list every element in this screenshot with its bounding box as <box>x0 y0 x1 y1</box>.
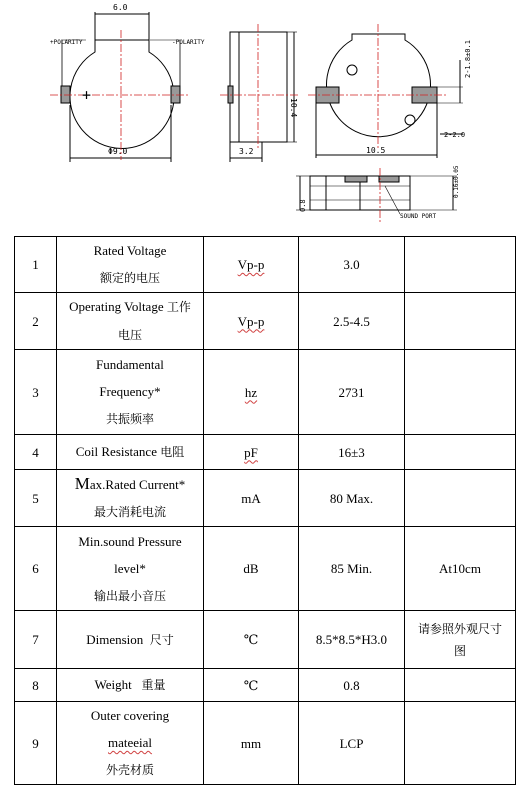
item-cn: 外壳材质 <box>105 763 154 777</box>
item-en: Outer covering <box>90 708 170 723</box>
item-en: Rated Voltage <box>93 243 167 258</box>
item-cell <box>57 237 204 293</box>
item-en: Dimension <box>86 631 144 647</box>
unit: Vp-p <box>237 313 265 329</box>
item-en: Min.sound Pressure <box>78 533 182 549</box>
dim-top-width: 6.0 <box>113 3 128 12</box>
item-cell <box>57 527 204 611</box>
unit: pF <box>244 444 258 460</box>
value-cell: 3.0 <box>299 237 405 293</box>
value-cell: 2731 <box>299 350 405 435</box>
notes-cell <box>405 435 516 470</box>
table-row <box>15 435 516 470</box>
item-en: Weight <box>94 677 132 692</box>
right-pad <box>171 86 180 103</box>
dim-bottom-pad: 0.16±0.05 <box>453 165 460 198</box>
unit-cell <box>204 293 299 350</box>
item-cn-inline: 尺寸 <box>149 632 174 647</box>
table-row <box>15 470 516 527</box>
notes-cell <box>405 470 516 527</box>
table-row <box>15 237 516 293</box>
unit-cell <box>204 237 299 293</box>
unit: Vp-p <box>237 257 265 272</box>
item-en: Coil Resistance <box>75 444 157 459</box>
row-number: 7 <box>15 611 57 669</box>
item-cn: 共振频率 <box>105 412 154 426</box>
dim-bottom-height: 0.8 <box>299 199 307 212</box>
table-row <box>15 669 516 702</box>
dim-pad: 2-2.0 <box>444 131 466 139</box>
table-row <box>15 527 516 611</box>
value-cell: 85 Min. <box>299 527 405 611</box>
item-en-2: level* <box>114 560 146 576</box>
item-cn-inline: 电阻 <box>160 445 185 459</box>
item-cell <box>57 702 204 785</box>
polarity-plus-label: +POLARITY <box>50 39 83 46</box>
table-row <box>15 611 516 669</box>
item-cell <box>57 350 204 435</box>
plus-mark: + <box>82 86 92 104</box>
dim-body-diameter: Φ9.0 <box>108 147 128 156</box>
item-cn-inline: 工作 <box>166 300 191 314</box>
value-cell: 0.8 <box>299 669 405 702</box>
item-en-2: Frequency* <box>99 384 161 399</box>
row-number: 6 <box>15 527 57 611</box>
item-cn: 最大消耗电流 <box>93 505 166 519</box>
left-pad <box>61 86 70 103</box>
unit-cell <box>204 435 299 470</box>
row-number: 4 <box>15 435 57 470</box>
hole-top <box>347 65 357 75</box>
notes-cell <box>405 350 516 435</box>
item-cell <box>57 293 204 350</box>
sound-port-label: SOUND PORT <box>400 213 437 220</box>
item-en: ax.Rated Current* <box>89 477 186 492</box>
value-cell: 16±3 <box>299 435 405 470</box>
unit-cell: dB <box>204 527 299 611</box>
item-cell <box>57 611 204 669</box>
unit-cell: ℃ <box>204 669 299 702</box>
item-cn-inline: 重量 <box>141 678 166 692</box>
value-cell: LCP <box>299 702 405 785</box>
item-cell <box>57 669 204 702</box>
notes-cell <box>405 237 516 293</box>
item-cn: 输出最小音压 <box>93 588 166 603</box>
hole-bottom <box>405 115 415 125</box>
unit-cell: mm <box>204 702 299 785</box>
table-row <box>15 293 516 350</box>
notes-line-2: 图 <box>453 643 466 658</box>
value-cell: 8.5*8.5*H3.0 <box>299 611 405 669</box>
item-cell <box>57 435 204 470</box>
row-number: 5 <box>15 470 57 527</box>
dim-overall-length: 10.5 <box>366 146 386 155</box>
item-cn: 额定的电压 <box>99 271 160 285</box>
unit: hz <box>244 384 258 400</box>
row-number: 9 <box>15 702 57 785</box>
polarity-minus-label: -POLARITY <box>172 39 205 46</box>
notes-cell: At10cm <box>405 527 516 611</box>
value-cell: 2.5-4.5 <box>299 293 405 350</box>
notes-cell <box>405 669 516 702</box>
item-en: Operating Voltage <box>69 299 164 314</box>
value-cell: 80 Max. <box>299 470 405 527</box>
unit-cell: mA <box>204 470 299 527</box>
item-cell <box>57 470 204 527</box>
dim-hole: 2-1.8±0.1 <box>464 40 472 78</box>
dim-side-height: 10.4 <box>289 98 298 118</box>
item-cn: 电压 <box>117 328 142 342</box>
row-number: 2 <box>15 293 57 350</box>
notes-cell <box>405 293 516 350</box>
unit-cell: ℃ <box>204 611 299 669</box>
notes-cell <box>405 611 516 669</box>
item-en-2: mateeial <box>107 735 153 750</box>
mechanical-drawing <box>0 0 523 230</box>
table-row <box>15 350 516 435</box>
table-row <box>15 702 516 785</box>
row-number: 8 <box>15 669 57 702</box>
notes-cell <box>405 702 516 785</box>
row-number: 3 <box>15 350 57 435</box>
unit-cell <box>204 350 299 435</box>
dim-side-thickness: 3.2 <box>239 147 254 156</box>
notes-line-1: 请参照外观尺寸 <box>417 621 502 636</box>
item-initial: M <box>74 474 90 493</box>
row-number: 1 <box>15 237 57 293</box>
item-en: Fundamental <box>96 357 164 372</box>
spec-table <box>14 236 516 785</box>
